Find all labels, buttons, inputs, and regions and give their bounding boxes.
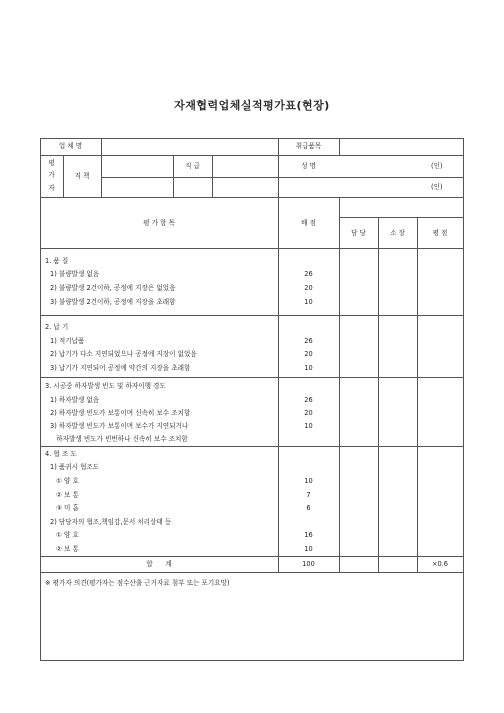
col-divider [339,138,340,155]
section-heading-defects: 3. 시공중 하자발생 빈도 및 하자이행 경도 [45,382,166,390]
col-header-items: 평 가 항 목 [143,219,175,227]
evaluator-label-1: 평 [48,159,55,167]
criteria-line: ② 보 통 [56,545,79,553]
company-name-label: 업 체 명 [58,142,83,150]
section-heading-quality: 1. 품 질 [45,257,69,265]
row-divider [339,217,464,218]
seal-mark-2: (인) [431,183,443,191]
row-divider [40,248,464,249]
criteria-points: 10 [304,364,313,372]
row-divider [40,377,464,378]
row-divider [40,446,464,447]
rank-label: 직 급 [185,162,200,170]
col-header-points: 배 점 [301,219,316,227]
score-multiplier: ×0.6 [431,560,448,568]
col-header-score: 평 점 [432,229,448,237]
criteria-line: 2) 불량발생 2건이하, 공정에 지장은 없었음 [50,284,176,292]
row-divider [40,556,464,557]
criteria-points: 26 [304,270,313,278]
position-label: 직 책 [74,172,90,180]
criteria-line: 1) 품귀시 협조도 [50,463,100,471]
row-divider [40,197,464,198]
col-header-manager: 담 당 [351,229,366,237]
criteria-points: 26 [304,396,313,404]
criteria-line: 3) 하자발생 빈도가 보통이며 보수가 지연되거나 [50,422,189,430]
table-left-border [40,138,41,660]
row-divider [40,155,464,156]
total-points: 100 [302,560,315,568]
criteria-points: 7 [306,491,311,499]
col-divider [339,197,340,572]
criteria-line: ① 양 호 [56,531,79,539]
handled-items-label: 취급품목 [295,142,322,150]
col-header-director: 소 장 [390,229,405,237]
col-divider [101,138,102,197]
page-title: 자재협력업체실적평가표(현장) [174,99,330,112]
criteria-line: 1) 하자발생 없음 [50,396,100,404]
criteria-points: 10 [304,477,313,485]
table-top-border [40,138,464,139]
evaluator-opinion-note: ※ 평가자 의견(평가자는 점수산출 근거자료 첨부 또는 포기요망) [45,579,230,587]
col-divider [417,217,418,572]
criteria-line: 1) 불량발생 없음 [50,270,100,278]
evaluator-label-3: 자 [48,184,55,192]
criteria-points: 10 [304,298,313,306]
criteria-line: 3) 불량발생 2건이하, 공정에 지장을 초래함 [50,298,176,306]
criteria-line: 2) 하자발생 빈도가 보통이며 신속히 보수 조치함 [50,409,191,417]
criteria-line: 2) 납기가 다소 지연되었으나 공정에 지장이 없었음 [50,350,197,358]
criteria-points: 26 [304,337,313,345]
table-bottom-border [40,660,464,661]
criteria-points: 20 [304,284,313,292]
criteria-points: 10 [304,545,313,553]
criteria-points: 16 [304,531,313,539]
criteria-line: ① 양 호 [56,477,79,485]
criteria-line: 2) 담당자의 협조,책임감,문서 처리상태 등 [50,518,172,526]
total-label: 합 계 [146,560,172,568]
section-heading-cooperation: 4. 협 조 도 [45,450,77,458]
row-divider [40,572,464,573]
section-heading-delivery: 2. 납 기 [45,323,69,331]
row-divider [101,177,464,178]
criteria-line: 하자발생 빈도가 빈번하나 신속히 보수 조치함 [50,435,188,443]
criteria-points: 20 [304,350,313,358]
seal-mark-1: (인) [431,162,443,170]
criteria-line: ③ 미 흡 [56,504,79,512]
criteria-points: 20 [304,409,313,417]
criteria-points: 10 [304,422,313,430]
col-divider [212,155,213,197]
row-divider [40,315,464,316]
evaluator-label-2: 가 [48,171,55,179]
criteria-points: 6 [306,504,311,512]
name-label: 성 명 [301,162,316,170]
col-divider [378,217,379,572]
criteria-line: 1) 적기납품 [50,337,85,345]
table-right-border [463,138,464,660]
criteria-line: 3) 납기가 지연되어 공정에 약간의 지장을 초래함 [50,364,191,372]
criteria-line: ② 보 통 [56,491,79,499]
